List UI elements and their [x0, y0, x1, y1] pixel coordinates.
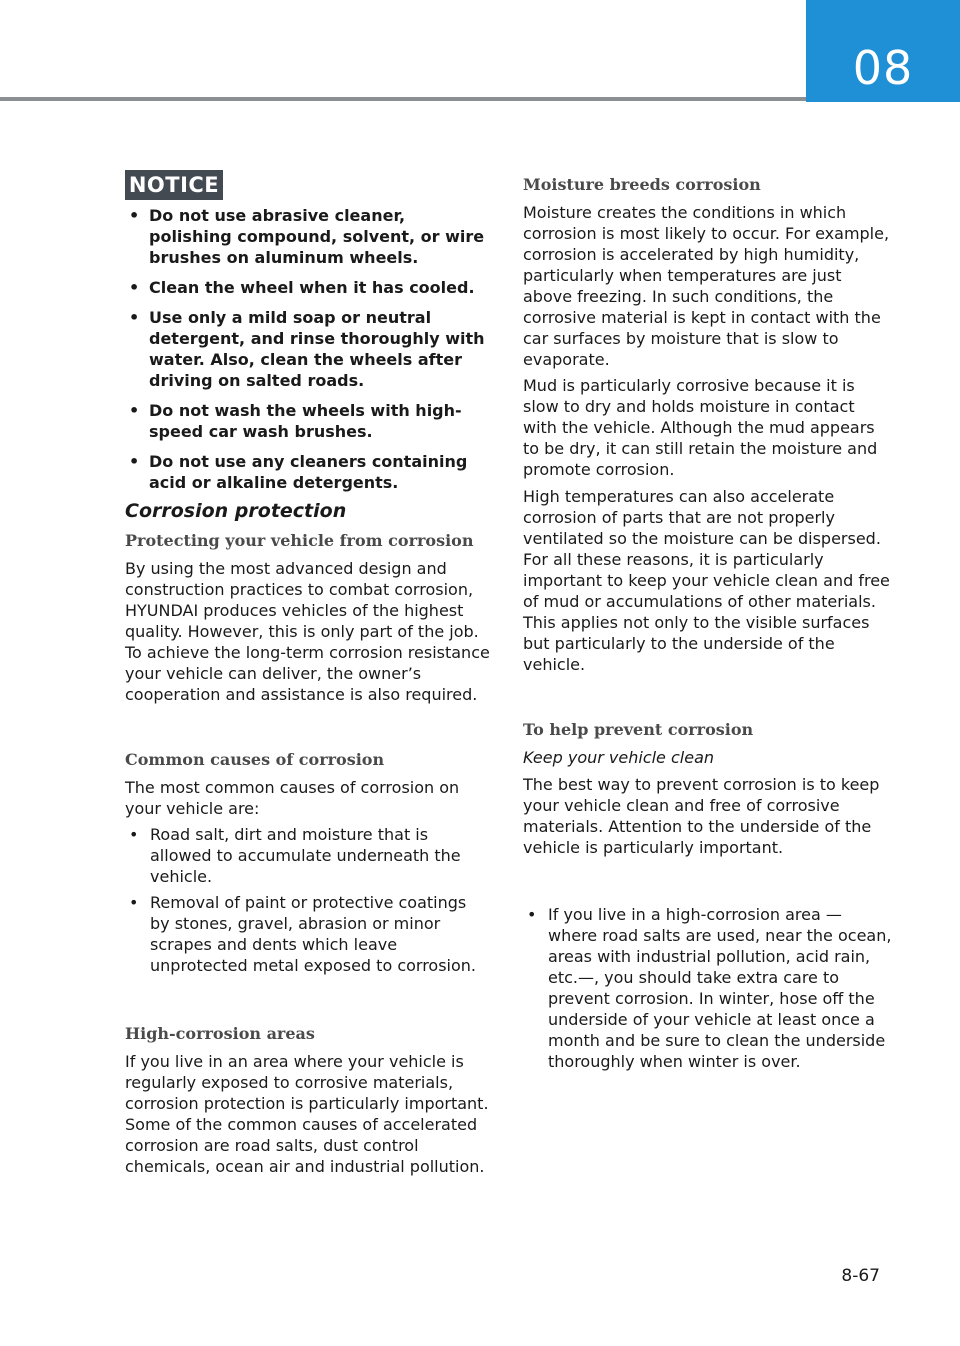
page-number: 8-67 — [841, 1266, 880, 1286]
notice-list — [125, 205, 490, 502]
causes-heading: Common causes of corrosion — [125, 750, 385, 769]
notice-item: • Do not use abrasive cleaner, polishing compound, solvent, or wire brushes on aluminum wheels. — [129, 206, 485, 267]
protecting-heading: Protecting your vehicle from corrosion — [125, 531, 474, 550]
header-rule — [0, 97, 806, 101]
list-item: • If you live in a high-corrosion area — where road salts are used, near the ocean, areas with industrial pollution, acid rain, etc.—, you should take extra care to prevent corrosion. In winter, hose off the underside of your vehicle at least once a month and be sure to clean the underside thoroughly when winter is over. — [527, 905, 892, 1071]
list-item: • Removal of paint or protective coatings by stones, gravel, abrasion or minor scrapes and dents which leave unprotected metal exposed to corrosion. — [129, 893, 477, 975]
causes-list — [125, 824, 490, 981]
notice-item: • Do not use any cleaners containing acid or alkaline detergents. — [129, 452, 468, 492]
moisture-p3: High temperatures can also accelerate corrosion of parts that are not properly ventilated so the moisture can be dispersed. For all these reasons, it is particularly important to keep your vehicle clean and free of mud or accumulations of other materials. This applies not only to the visible surfaces but particularly to the underside of the vehicle. — [523, 487, 890, 674]
notice-item: • Do not wash the wheels with high-speed car wash brushes. — [129, 401, 462, 441]
notice-item: • Use only a mild soap or neutral detergent, and rinse thoroughly with water. Also, clean the wheels after driving on salted roads. — [129, 308, 485, 390]
protecting-body: By using the most advanced design and construction practices to combat corrosion, HYUNDAI produces vehicles of the highest quality. However, this is only part of the job. To achieve the long-term corrosion resistance your vehicle can deliver, the owner’s cooperation and assistance is also required. — [125, 559, 490, 704]
notice-badge: NOTICE — [125, 170, 223, 200]
causes-intro: The most common causes of corrosion on your vehicle are: — [125, 778, 460, 818]
high-corrosion-body: If you live in an area where your vehicle is regularly exposed to corrosive materials, corrosion protection is particularly important. Some of the common causes of accelerated corrosion are road salts, dust control chemicals, ocean air and industrial pollution. — [125, 1052, 489, 1176]
moisture-p2: Mud is particularly corrosive because it is slow to dry and holds moisture in contact with the vehicle. Although the mud appears to be dry, it can still retain the moisture and promote corrosion. — [523, 376, 878, 479]
moisture-p1: Moisture creates the conditions in which corrosion is most likely to occur. For example, corrosion is accelerated by high humidity, particularly when temperatures are just above freezing. In such conditions, the corrosive material is kept in contact with the car surfaces by moisture that is slow to evaporate. — [523, 203, 890, 369]
prevent-body: The best way to prevent corrosion is to keep your vehicle clean and free of corrosive materials. Attention to the underside of the vehicle is particularly important. — [523, 775, 880, 857]
prevent-subtitle: Keep your vehicle clean — [523, 748, 715, 767]
section-title: Corrosion protection — [125, 500, 347, 522]
notice-item: • Clean the wheel when it has cooled. — [129, 278, 475, 297]
list-item: • Road salt, dirt and moisture that is allowed to accumulate underneath the vehicle. — [129, 825, 461, 886]
prevent-list — [523, 904, 893, 1077]
high-corrosion-heading: High-corrosion areas — [125, 1024, 315, 1043]
prevent-heading: To help prevent corrosion — [523, 720, 754, 739]
chapter-number: 08 — [852, 41, 914, 95]
moisture-heading: Moisture breeds corrosion — [523, 175, 761, 194]
